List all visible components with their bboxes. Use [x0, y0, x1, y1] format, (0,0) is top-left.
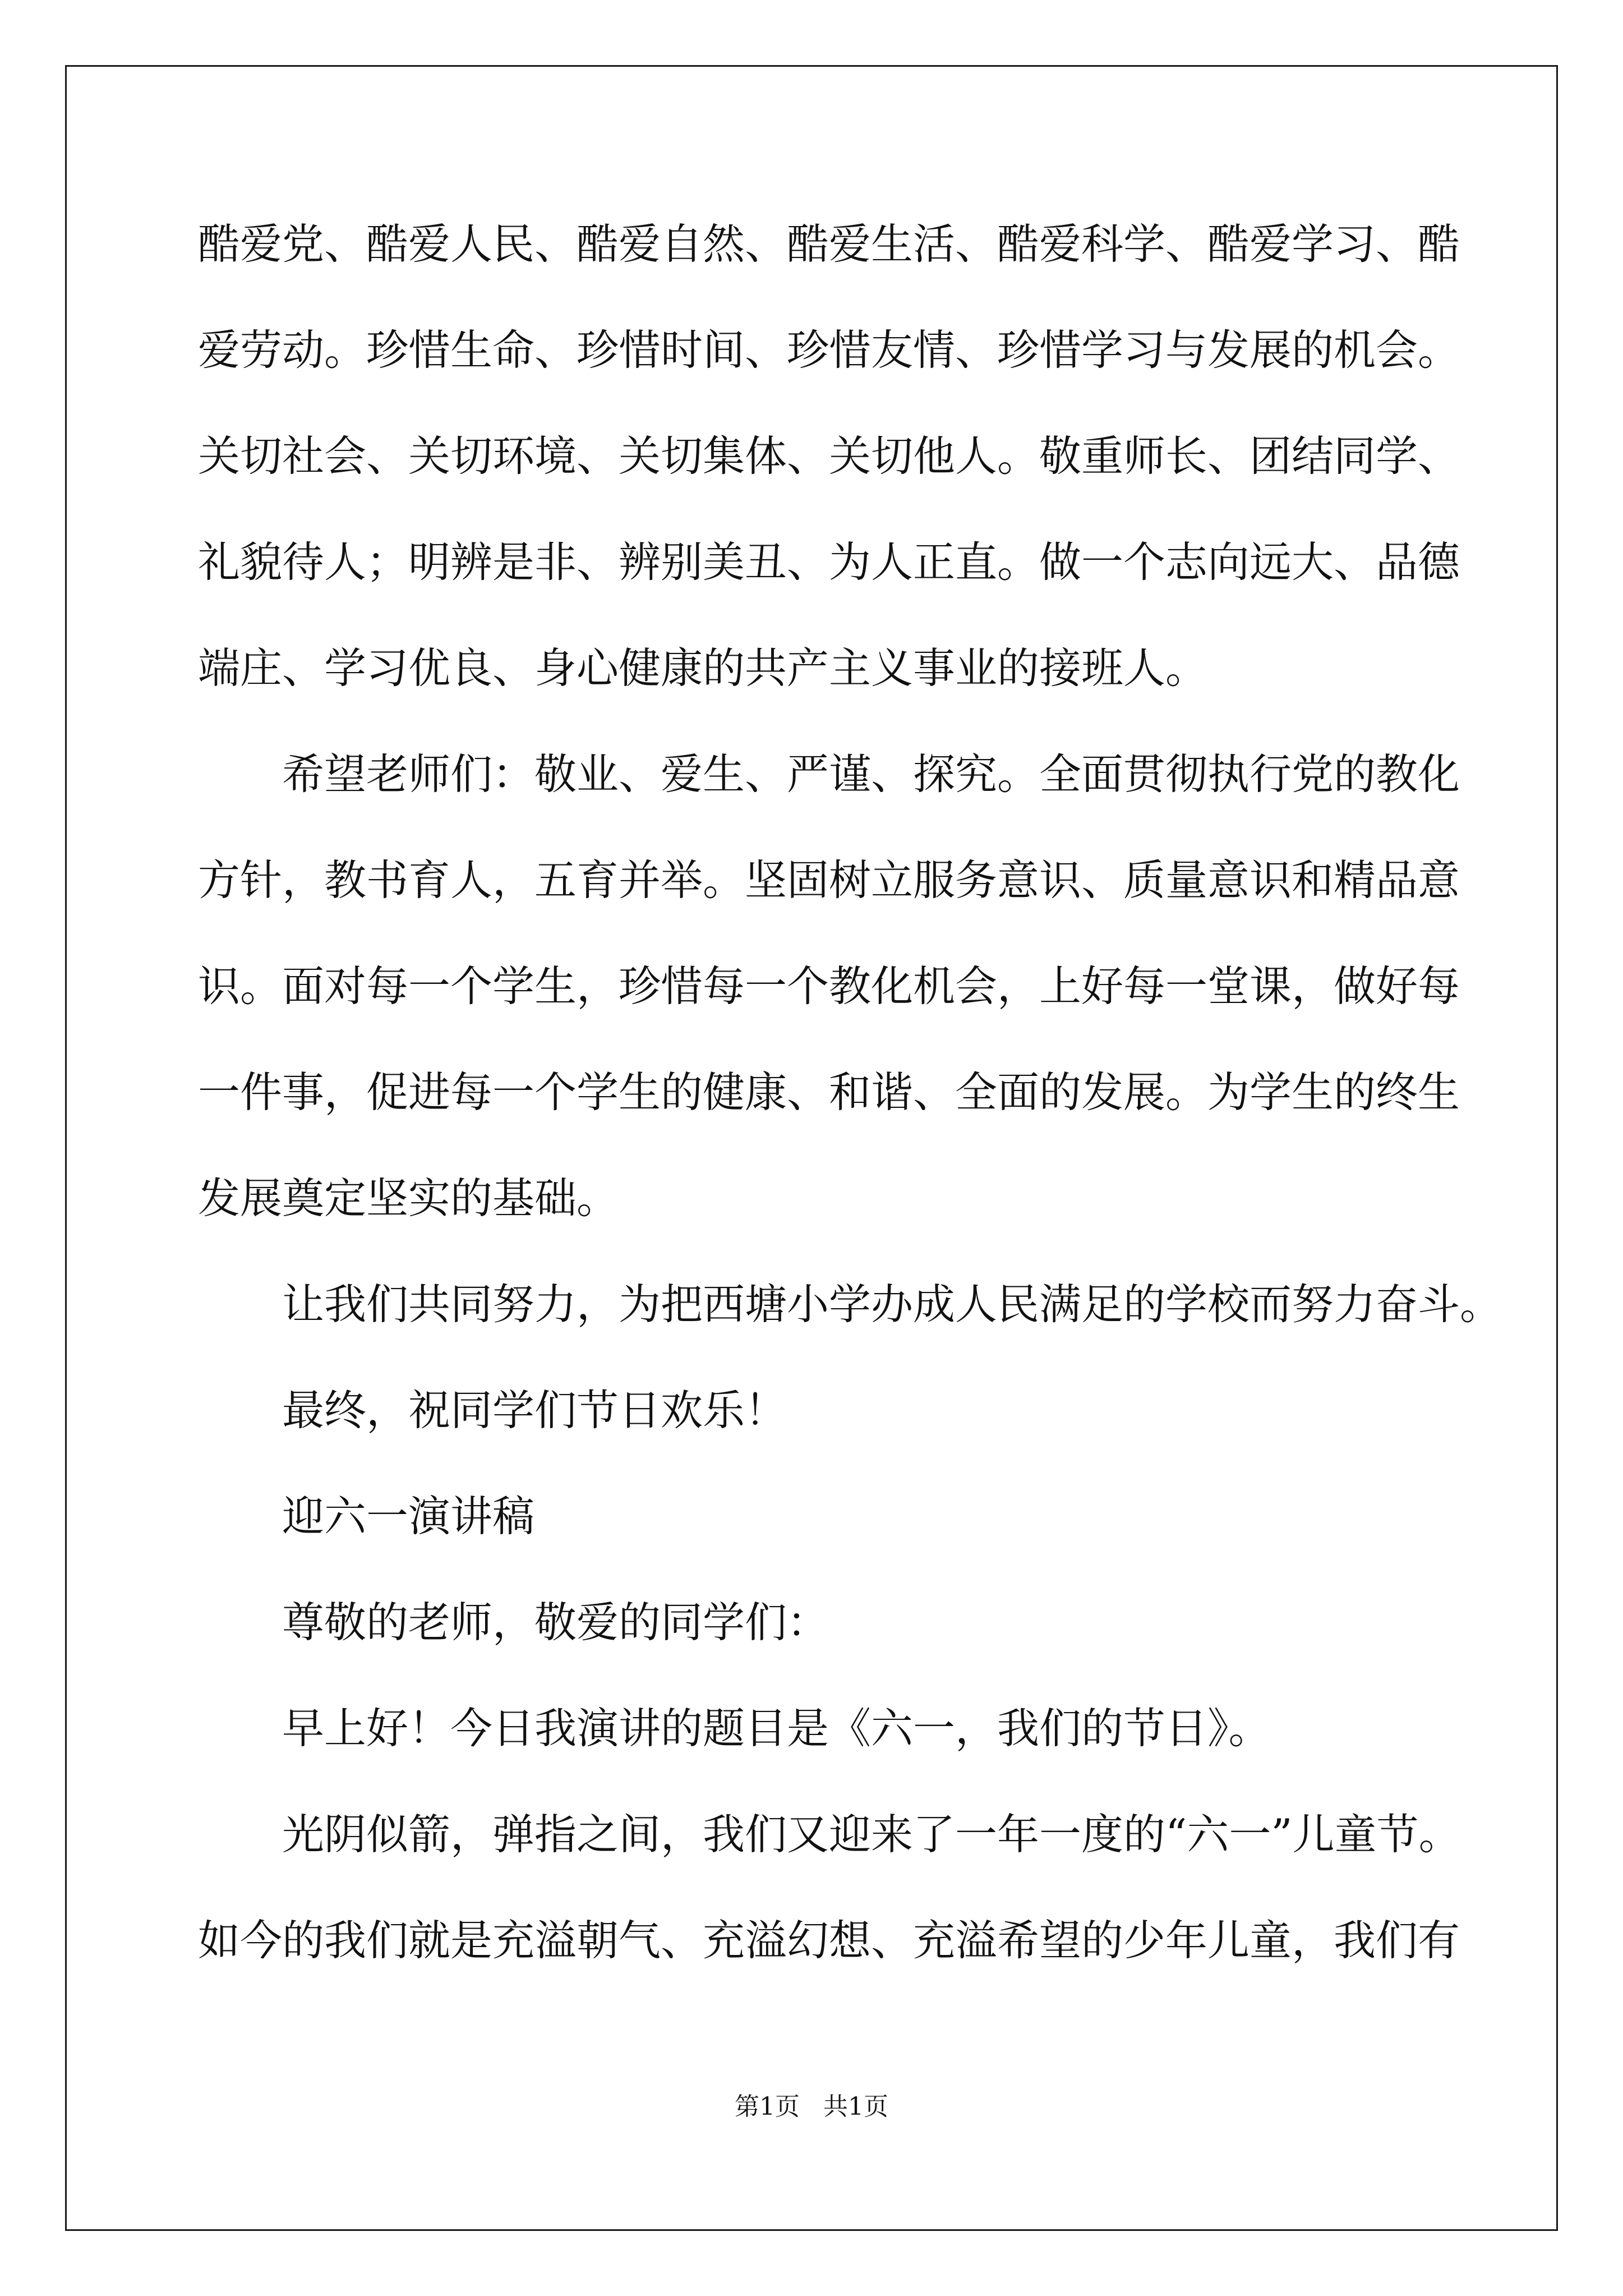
- page-number-footer: 第1页 共1页: [735, 2092, 888, 2121]
- text-line: 一件事，促进每一个学生的健康、和谐、全面的发展。为学生的终生: [198, 1068, 1460, 1117]
- paragraph-start-line: 让我们共同努力，为把西塘小学办成人民满足的学校而努力奋斗。: [282, 1280, 1502, 1329]
- text-line: 如今的我们就是充溢朝气、充溢幻想、充溢希望的少年儿童，我们有: [198, 1916, 1460, 1965]
- text-line: 方针，教书育人，五育并举。坚固树立服务意识、质量意识和精品意: [198, 855, 1460, 905]
- text-line: 酷爱党、酷爱人民、酷爱自然、酷爱生活、酷爱科学、酷爱学习、酷: [198, 219, 1460, 269]
- text-line: 识。面对每一个学生，珍惜每一个教化机会，上好每一堂课，做好每: [198, 961, 1460, 1011]
- paragraph-start-line: 光阴似箭，弹指之间，我们又迎来了一年一度的“六一”儿童节。: [282, 1810, 1461, 1859]
- paragraph-start-line: 希望老师们：敬业、爱生、严谨、探究。全面贯彻执行党的教化: [282, 749, 1460, 799]
- text-line: 发展奠定坚实的基础。: [198, 1174, 619, 1223]
- document-body: [198, 219, 1502, 2021]
- text-line: 礼貌待人；明辨是非、辨别美丑、为人正直。做一个志向远大、品德: [198, 537, 1460, 587]
- text-line: 爱劳动。珍惜生命、珍惜时间、珍惜友情、珍惜学习与发展的机会。: [198, 325, 1460, 375]
- paragraph-start-line: 早上好！今日我演讲的题目是《六一，我们的节日》。: [282, 1704, 1271, 1753]
- section-title: 迎六一演讲稿: [282, 1492, 535, 1541]
- text-line: 端庄、学习优良、身心健康的共产主义事业的接班人。: [198, 643, 1208, 693]
- text-line: 关切社会、关切环境、关切集体、关切他人。敬重师长、团结同学、: [198, 431, 1460, 481]
- paragraph-start-line: 最终，祝同学们节日欢乐！: [282, 1386, 787, 1435]
- salutation-line: 尊敬的老师，敬爱的同学们：: [282, 1598, 829, 1647]
